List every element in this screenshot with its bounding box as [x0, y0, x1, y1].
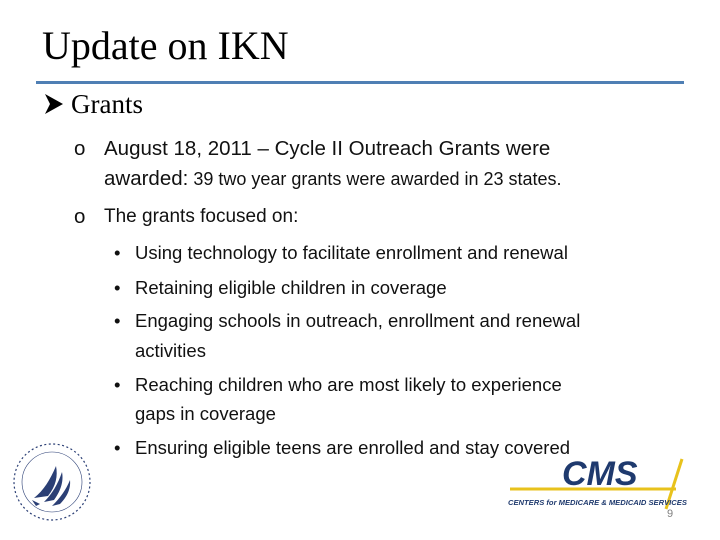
arrow-bullet-icon [44, 89, 71, 120]
heading-grants [44, 89, 143, 120]
title-divider [36, 81, 684, 84]
list-item-text: awarded: [104, 167, 189, 190]
heading-label: Grants [71, 89, 143, 119]
slide-title: Update on IKN [42, 23, 289, 68]
page-number: 9 [667, 508, 674, 520]
sublist-bullet: • [114, 310, 121, 331]
sublist-item-text: Reaching children who are most likely to experience [135, 374, 562, 395]
list-item-text: August 18, 2011 – Cycle II Outreach Grants were [104, 137, 551, 160]
sublist-bullet: • [114, 437, 121, 458]
sublist-item-text: activities [135, 340, 206, 361]
sublist-bullet: • [114, 374, 121, 395]
hhs-eagle-seal-icon [10, 440, 94, 529]
sublist-bullet: • [114, 242, 121, 263]
list-bullet: o [74, 205, 86, 228]
list-bullet: o [74, 137, 86, 160]
sublist-item-text: Engaging schools in outreach, enrollment and renewal [135, 310, 581, 331]
list-item-text-small: 39 two year grants were awarded in 23 states. [188, 169, 562, 189]
sublist-item-text: Ensuring eligible teens are enrolled and stay covered [135, 437, 571, 458]
sublist-bullet: • [114, 277, 121, 298]
cms-tagline: CENTERS for MEDICARE & MEDICAID SERVICES [508, 498, 687, 507]
list-item-text: The grants focused on: [104, 206, 299, 227]
cms-logo [506, 455, 694, 526]
sublist-item-text: Retaining eligible children in coverage [135, 277, 447, 298]
sublist-item-text: gaps in coverage [135, 403, 276, 424]
cms-wordmark: CMS [562, 455, 638, 493]
sublist-item-text: Using technology to facilitate enrollment and renewal [135, 242, 568, 263]
